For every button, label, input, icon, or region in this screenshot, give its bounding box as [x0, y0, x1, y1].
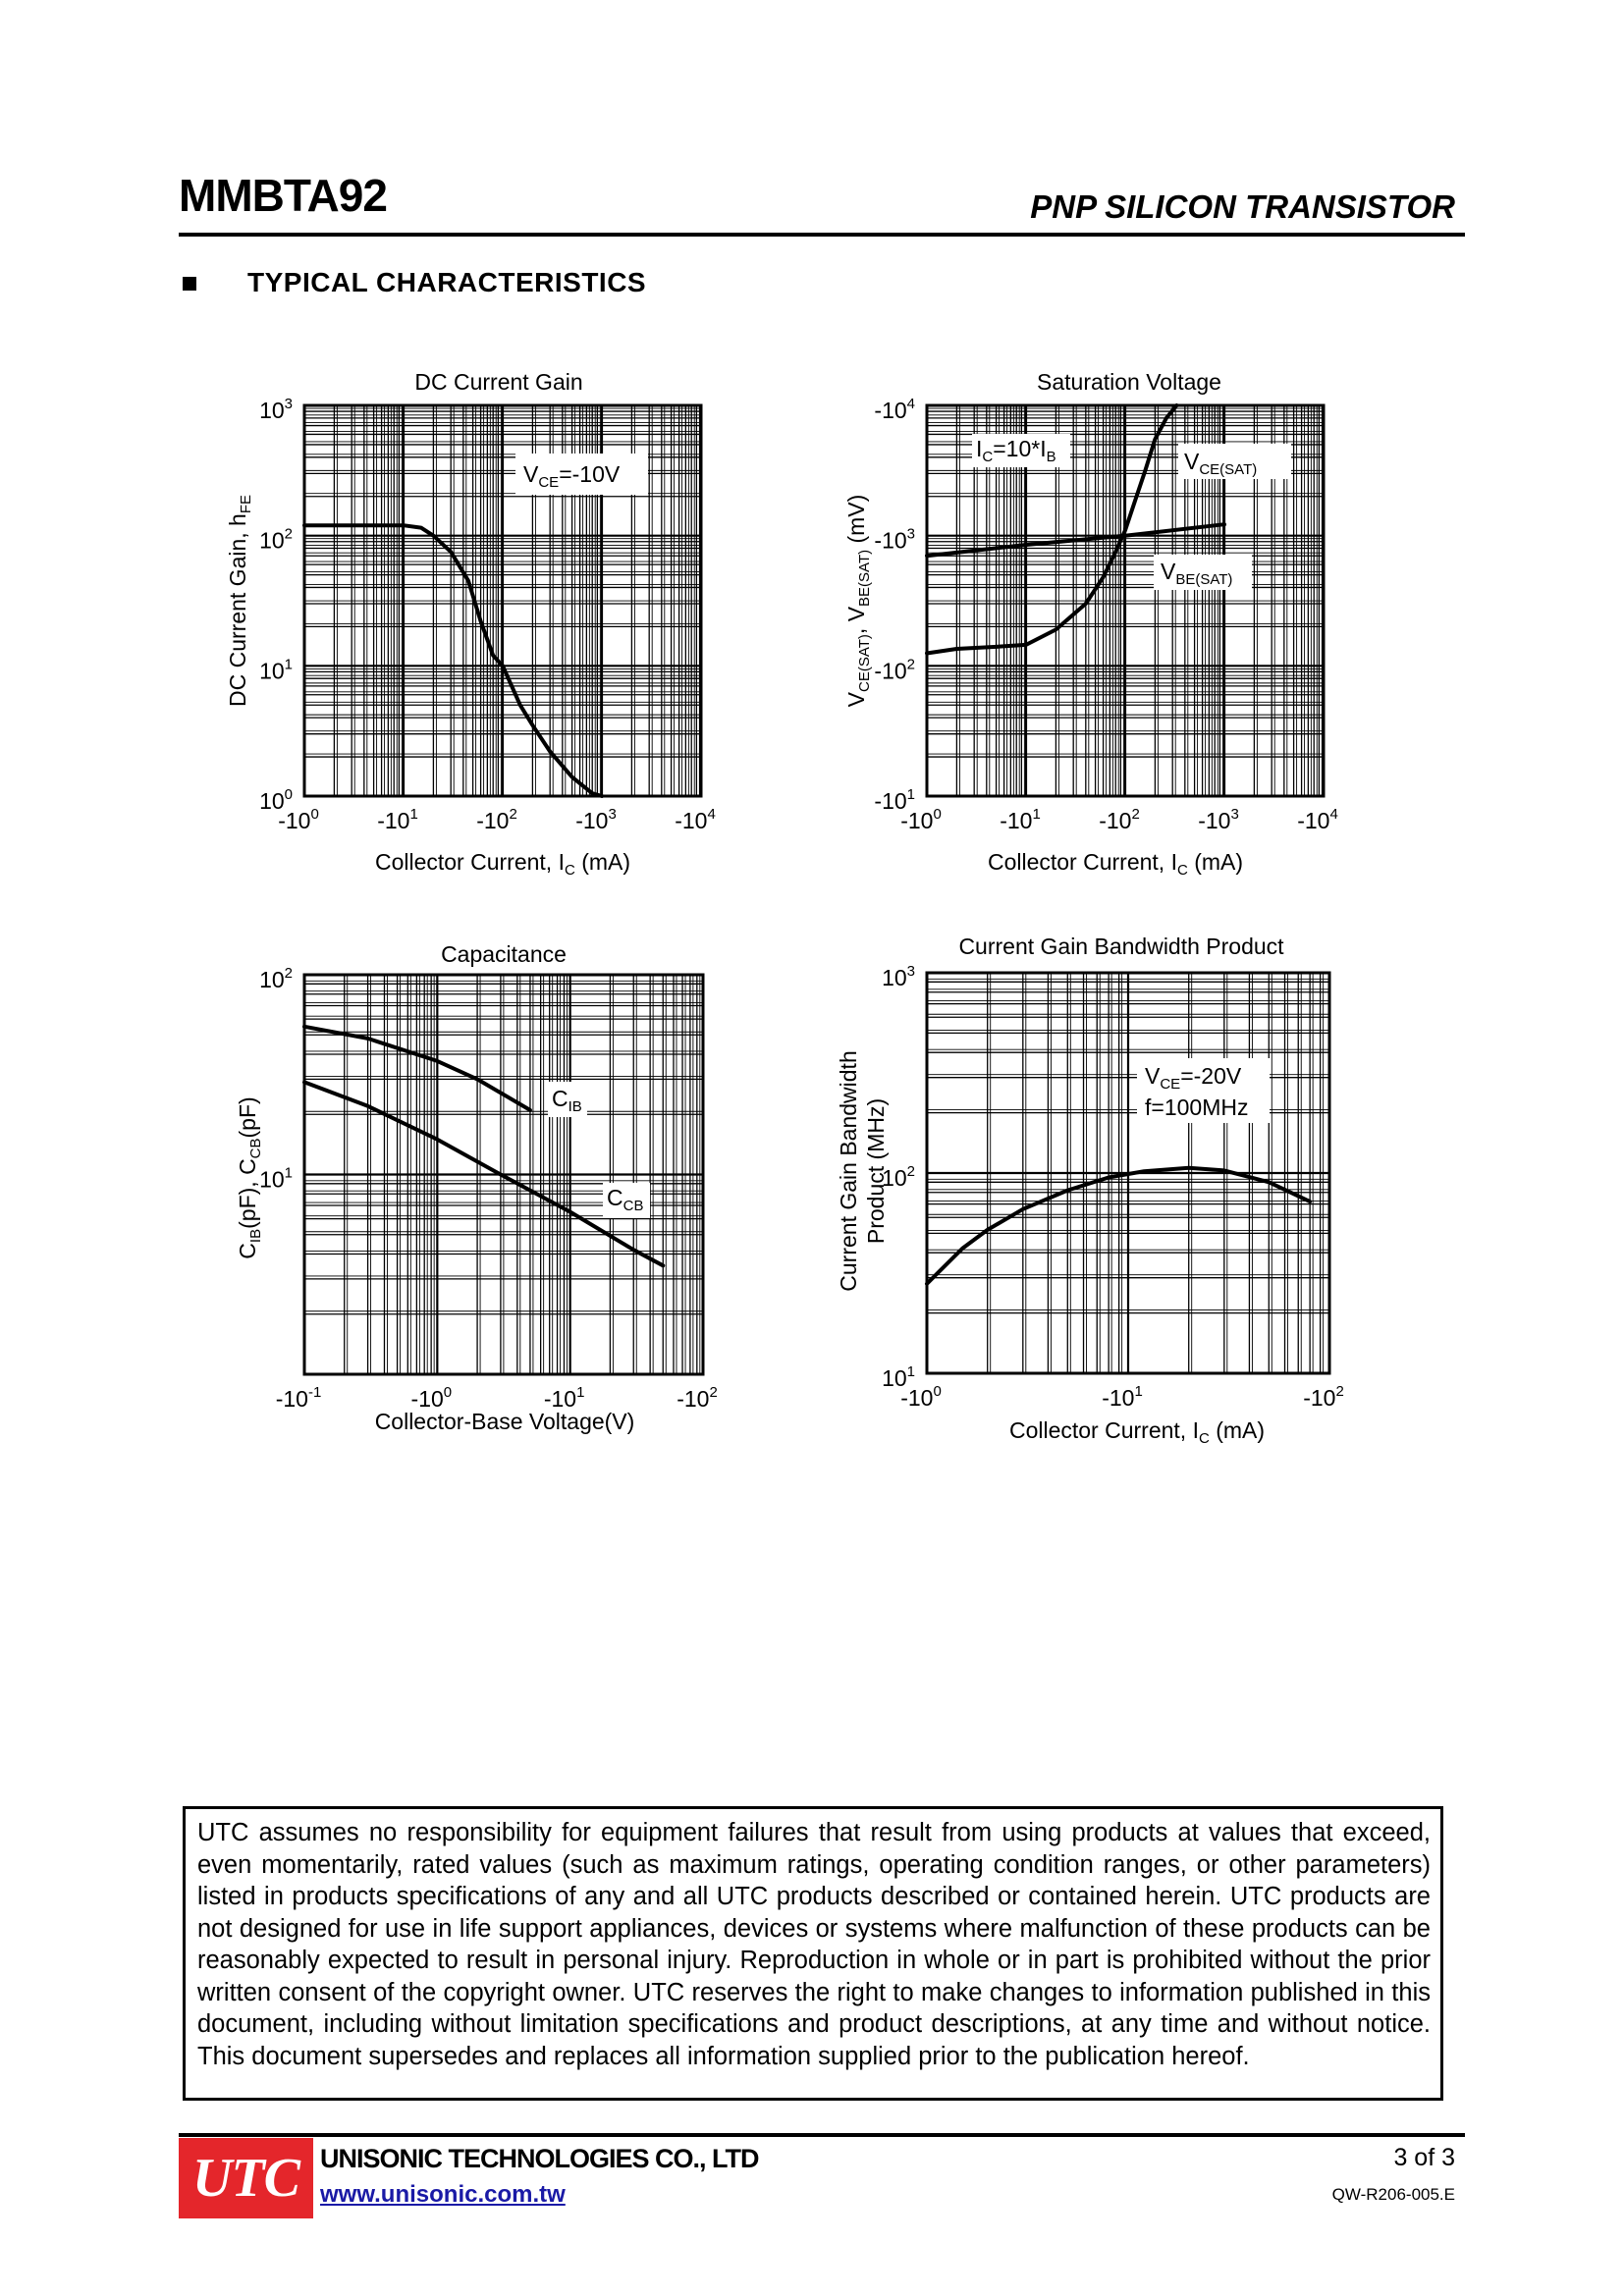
- x-tick-label: $-10^1$: [377, 806, 418, 833]
- x-axis-label: Collector Current, $I_C$ (mA): [374, 849, 631, 879]
- series-hfe: [304, 525, 602, 796]
- chart-title: Current Gain Bandwidth Product: [958, 934, 1284, 959]
- label-ccb: $C_{CB}$: [607, 1185, 644, 1214]
- x-tick-label: $-10^0$: [900, 1383, 942, 1411]
- x-axis-label: Collector-Base Voltage(V): [374, 1409, 635, 1434]
- x-tick-label: $-10^1$: [543, 1384, 585, 1412]
- y-tick-label: $10^3$: [882, 963, 915, 990]
- x-tick-label: $-10^3$: [1198, 806, 1239, 833]
- x-tick-label: $-10^{-1}$: [275, 1384, 322, 1412]
- y-tick-labels: [259, 965, 293, 1193]
- y-tick-label: $-10^1$: [874, 786, 915, 814]
- chart-gain-bandwidth: [836, 934, 1344, 1447]
- annotation-vce: $V_{CE}=-20V$: [1145, 1063, 1242, 1093]
- series-capacitance: [304, 1027, 663, 1266]
- y-tick-labels: [259, 396, 293, 814]
- logo-text: UTC: [192, 2148, 299, 2209]
- y-tick-label: $10^0$: [259, 786, 293, 814]
- x-tick-labels: [900, 806, 1338, 833]
- y-axis-label: $C_{IB}(pF)$, $C_{CB}(pF)$: [235, 1096, 264, 1259]
- x-tick-labels: [278, 806, 716, 833]
- document-type: PNP SILICON TRANSISTOR: [1030, 188, 1455, 225]
- x-tick-labels: [900, 1383, 1344, 1411]
- x-tick-label: $-10^0$: [278, 806, 319, 833]
- label-cib: $C_{IB}$: [552, 1086, 582, 1115]
- x-tick-label: $-10^2$: [677, 1384, 718, 1412]
- chart-title: Capacitance: [441, 941, 567, 967]
- x-tick-label: $-10^4$: [675, 806, 716, 833]
- x-tick-label: $-10^1$: [1102, 1383, 1143, 1411]
- label-vce-sat: $V_{CE(SAT)}$: [1184, 449, 1258, 478]
- company-name: UNISONIC TECHNOLOGIES CO., LTD: [320, 2144, 759, 2173]
- x-tick-label: $-10^2$: [476, 806, 517, 833]
- x-tick-label: $-10^1$: [1000, 806, 1041, 833]
- x-axis-label: Collector Current, $I_C$ (mA): [1008, 1417, 1266, 1447]
- utc-logo: [179, 2138, 313, 2218]
- y-tick-label: $10^1$: [882, 1363, 915, 1391]
- y-tick-label: $-10^4$: [874, 396, 915, 423]
- hfe-curve-1: [304, 525, 602, 796]
- y-tick-label: $10^2$: [882, 1163, 915, 1191]
- disclaimer-box: UTC assumes no responsibility for equipment failures that result from using products at values that exceed, even momentarily, rated values (such as maximum ratings, operating condition ranges, or other parameters) listed in products specifications of any and all UTC products described or contained herein. UTC products are not designed for use in life support appliances, devices or systems where malfunction of these products can be reasonably expected to result in personal injury. Reproduction in whole or in part is prohibited without the prior written consent of the copyright owner. UTC reserves the right to make changes to information published in this document, including without limitation specifications and product descriptions, at any time and without notice. This document supersedes and replaces all information supplied prior to the publication hereof.: [183, 1806, 1443, 2101]
- y-tick-label: $10^1$: [259, 656, 293, 684]
- annotation-ic-ib: $I_C=10*I_B$: [976, 436, 1056, 465]
- section-title: TYPICAL CHARACTERISTICS: [247, 267, 647, 297]
- x-tick-label: $-10^0$: [410, 1384, 453, 1412]
- chart-dc-current-gain: [225, 369, 716, 879]
- y-tick-label: $-10^2$: [874, 656, 915, 684]
- label-vbe-sat: $V_{BE(SAT)}$: [1161, 559, 1233, 588]
- y-tick-label: $10^2$: [259, 965, 293, 992]
- chart-saturation-voltage: [843, 369, 1338, 879]
- annotation-freq: f=100MHz: [1145, 1095, 1249, 1120]
- y-tick-label: $10^1$: [259, 1164, 293, 1193]
- y-tick-labels: [874, 396, 915, 814]
- series-saturation: [927, 405, 1224, 654]
- y-axis-label: $V_{CE(SAT)}$, $V_{BE(SAT)}$ (mV): [843, 494, 873, 708]
- x-tick-label: $-10^2$: [1303, 1383, 1344, 1411]
- y-axis-label-line2: Product (MHz): [863, 1097, 889, 1245]
- x-tick-label: $-10^0$: [900, 806, 942, 833]
- part-number: MMBTA92: [179, 170, 387, 221]
- y-tick-label: $10^3$: [259, 396, 293, 423]
- document-number: QW-R206-005.E: [1331, 2185, 1455, 2204]
- chart-title: DC Current Gain: [414, 369, 583, 395]
- x-tick-label: $-10^3$: [575, 806, 617, 833]
- x-tick-label: $-10^4$: [1297, 806, 1338, 833]
- y-tick-label: $10^2$: [259, 525, 293, 554]
- x-tick-labels: [276, 1384, 718, 1412]
- y-tick-label: $-10^3$: [874, 525, 915, 554]
- x-axis-label: Collector Current, $I_C$ (mA): [987, 849, 1244, 879]
- x-tick-label: $-10^2$: [1099, 806, 1140, 833]
- footer-divider: [179, 2133, 1465, 2137]
- y-axis-label: DC Current Gain, $h_{FE}$: [225, 494, 254, 708]
- y-axis-label: Current Gain Bandwidth: [836, 1050, 861, 1292]
- page-number: 3 of 3: [1393, 2144, 1455, 2171]
- chart-capacitance: [235, 941, 718, 1434]
- website-link[interactable]: www.unisonic.com.tw: [320, 2181, 566, 2208]
- annotation-vce: $V_{CE}=-10V$: [523, 461, 621, 491]
- chart-title: Saturation Voltage: [1037, 369, 1221, 395]
- sat-curve-2: [927, 524, 1224, 556]
